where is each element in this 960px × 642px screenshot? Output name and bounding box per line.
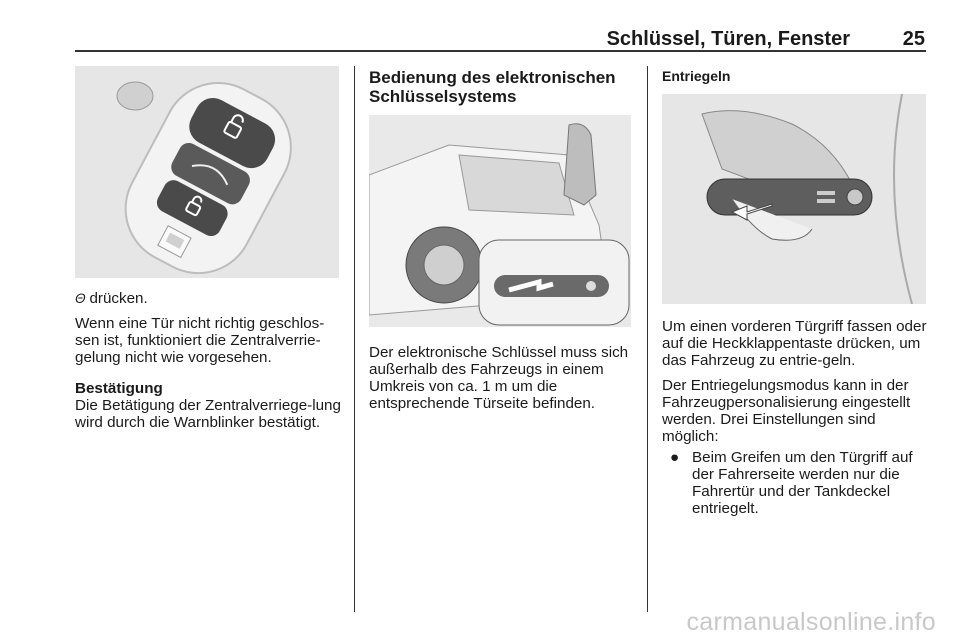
column-divider [354, 66, 355, 612]
page-title: Schlüssel, Türen, Fenster [606, 28, 850, 50]
right-heading-wrap [662, 68, 927, 93]
header-rule [75, 50, 926, 52]
bullet-item: ● Beim Greifen um den Türgriff auf der Fahrerseite werden nur die Fahrertür und der Tankdeckel entriegelt. [662, 449, 930, 517]
key-press-line: 𝛩 drücken. [75, 290, 148, 307]
unlock-paragraph-1: Um einen vorderen Türgriff fassen oder auf die Heckklappentaste drücken, um das Fahrzeug zu entrie-geln. [662, 318, 927, 369]
left-column [75, 290, 345, 439]
right-column [662, 318, 930, 517]
middle-column [369, 68, 637, 114]
unlock-paragraph-2: Der Entriegelungsmodus kann in der Fahrzeugpersonalisierung eingestellt werden. Drei Einstellungen sind möglich: [662, 377, 911, 445]
car-door-illustration [369, 115, 631, 327]
door-handle-illustration [662, 94, 926, 304]
warning-paragraph: Wenn eine Tür nicht richtig geschlos-sen ist, funktioniert die Zentralverrie-gelung nicht wie vorgesehen. [75, 315, 325, 366]
section-heading: Bedienung des elektronischen Schlüsselsystems [369, 68, 616, 106]
unlock-heading: Entriegeln [662, 68, 731, 84]
page-header [75, 28, 925, 50]
column-divider [647, 66, 648, 612]
page-number: 25 [902, 28, 925, 50]
lock-icon: 𝛩 [75, 291, 86, 306]
key-fob-illustration [75, 66, 339, 278]
confirm-paragraph: Die Betätigung der Zentralverriege-lung wird durch die Warnblinker bestätigt. [75, 397, 341, 431]
bullet-dot: ● [670, 449, 680, 466]
middle-body [369, 344, 637, 420]
confirm-heading: Bestätigung [75, 380, 163, 397]
middle-paragraph: Der elektronische Schlüssel muss sich außerhalb des Fahrzeugs in einem Umkreis von ca. 1 m um die entsprechende Türseite befinden. [369, 344, 629, 412]
watermark: carmanualsonline.info [686, 608, 936, 636]
